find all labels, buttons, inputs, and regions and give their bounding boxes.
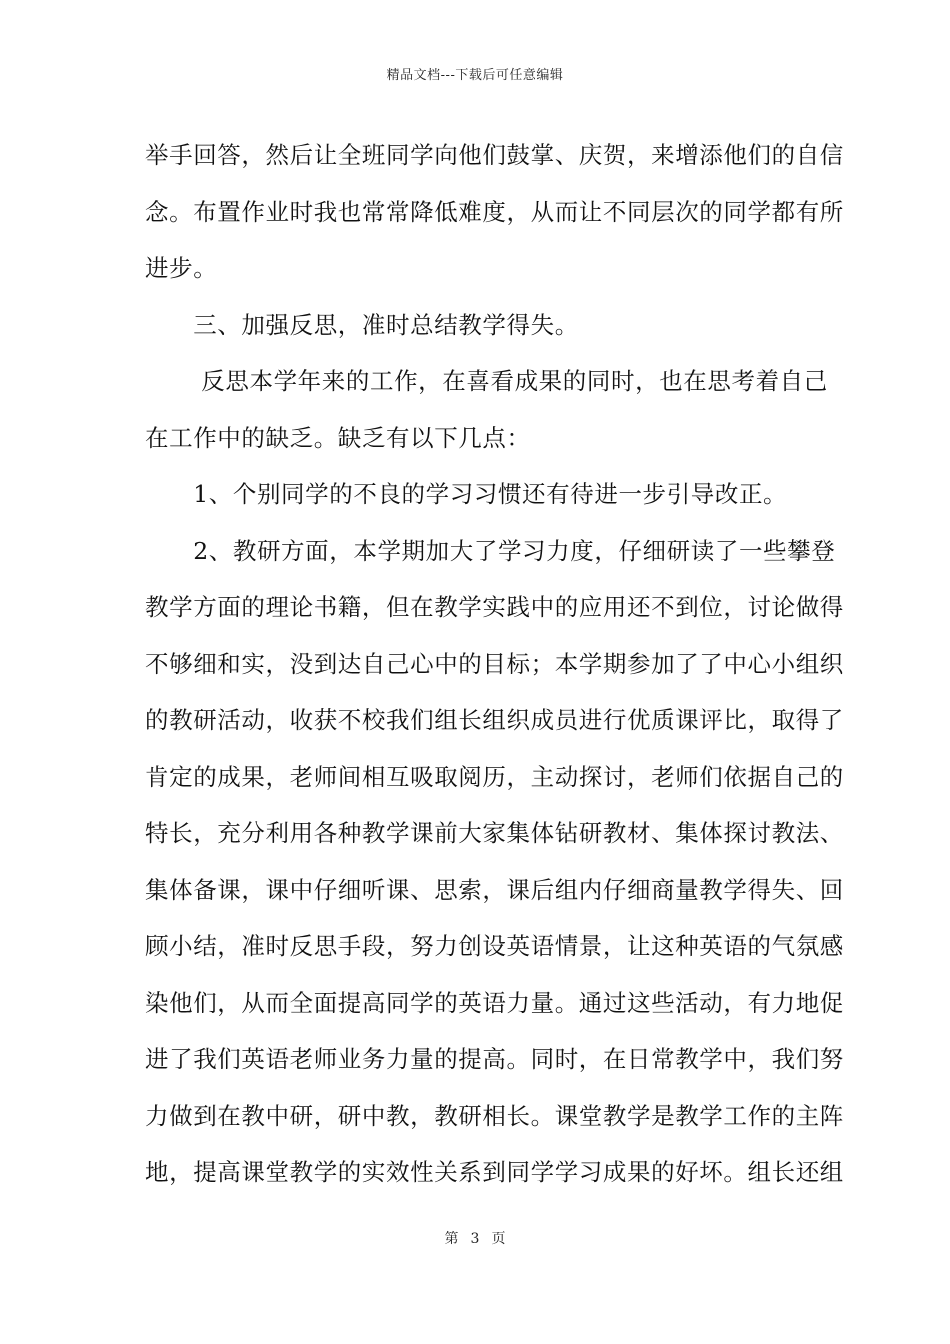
page-footer [0, 1228, 950, 1248]
list-item: 1、个别同学的不良的学习习惯还有待进一步引导改正。 [145, 480, 788, 508]
body-line: 顾小结，准时反思手段，努力创设英语情景，让这种英语的气氛感 [145, 932, 844, 960]
body-line: 力做到在教中研，研中教，教研相长。课堂教学是教学工作的主阵 [145, 1101, 844, 1130]
page-number-prefix: 第 [444, 1231, 459, 1247]
body-line: 教学方面的理论书籍，但在教学实践中的应用还不到位，讨论做得 [145, 593, 844, 621]
body-line: 地，提高课堂教学的实效性关系到同学学习成果的好坏。组长还组 [145, 1158, 844, 1186]
body-line: 进了我们英语老师业务力量的提高。同时，在日常教学中，我们努 [145, 1045, 844, 1073]
body-line: 特长，充分利用各种教学课前大家集体钻研教材、集体探讨教法、 [145, 819, 844, 847]
page-number: 3 [470, 1231, 480, 1247]
document-body [145, 127, 844, 1201]
body-line: 念。布置作业时我也常常降低难度，从而让不同层次的同学都有所 [145, 197, 844, 226]
body-line: 的教研活动，收获不校我们组长组织成员进行优质课评比，取得了 [145, 706, 844, 734]
body-line: 进步。 [145, 254, 218, 282]
page-header: 精品文档---下载后可任意编辑 [386, 68, 564, 83]
body-line: 肯定的成果，老师间相互吸取阅历，主动探讨，老师们依据自己的 [145, 762, 844, 791]
body-line: 在工作中的缺乏。缺乏有以下几点： [145, 423, 531, 452]
body-line: 集体备课，课中仔细听课、思索，课后组内仔细商量教学得失、回 [145, 875, 844, 904]
body-line: 染他们，从而全面提高同学的英语力量。通过这些活动，有力地促 [145, 988, 844, 1017]
body-line: 举手回答，然后让全班同学向他们鼓掌、庆贺，来增添他们的自信 [145, 141, 844, 169]
page-number-suffix: 页 [491, 1231, 506, 1247]
body-line: 反思本学年来的工作，在喜看成果的同时，也在思考着自己 [145, 367, 828, 395]
list-item: 2、教研方面，本学期加大了学习力度，仔细研读了一些攀登 [145, 536, 836, 565]
body-line: 不够细和实，没到达自己心中的目标；本学期参加了了中心小组织 [145, 649, 844, 678]
section-heading: 三、加强反思，准时总结教学得失。 [145, 310, 579, 339]
